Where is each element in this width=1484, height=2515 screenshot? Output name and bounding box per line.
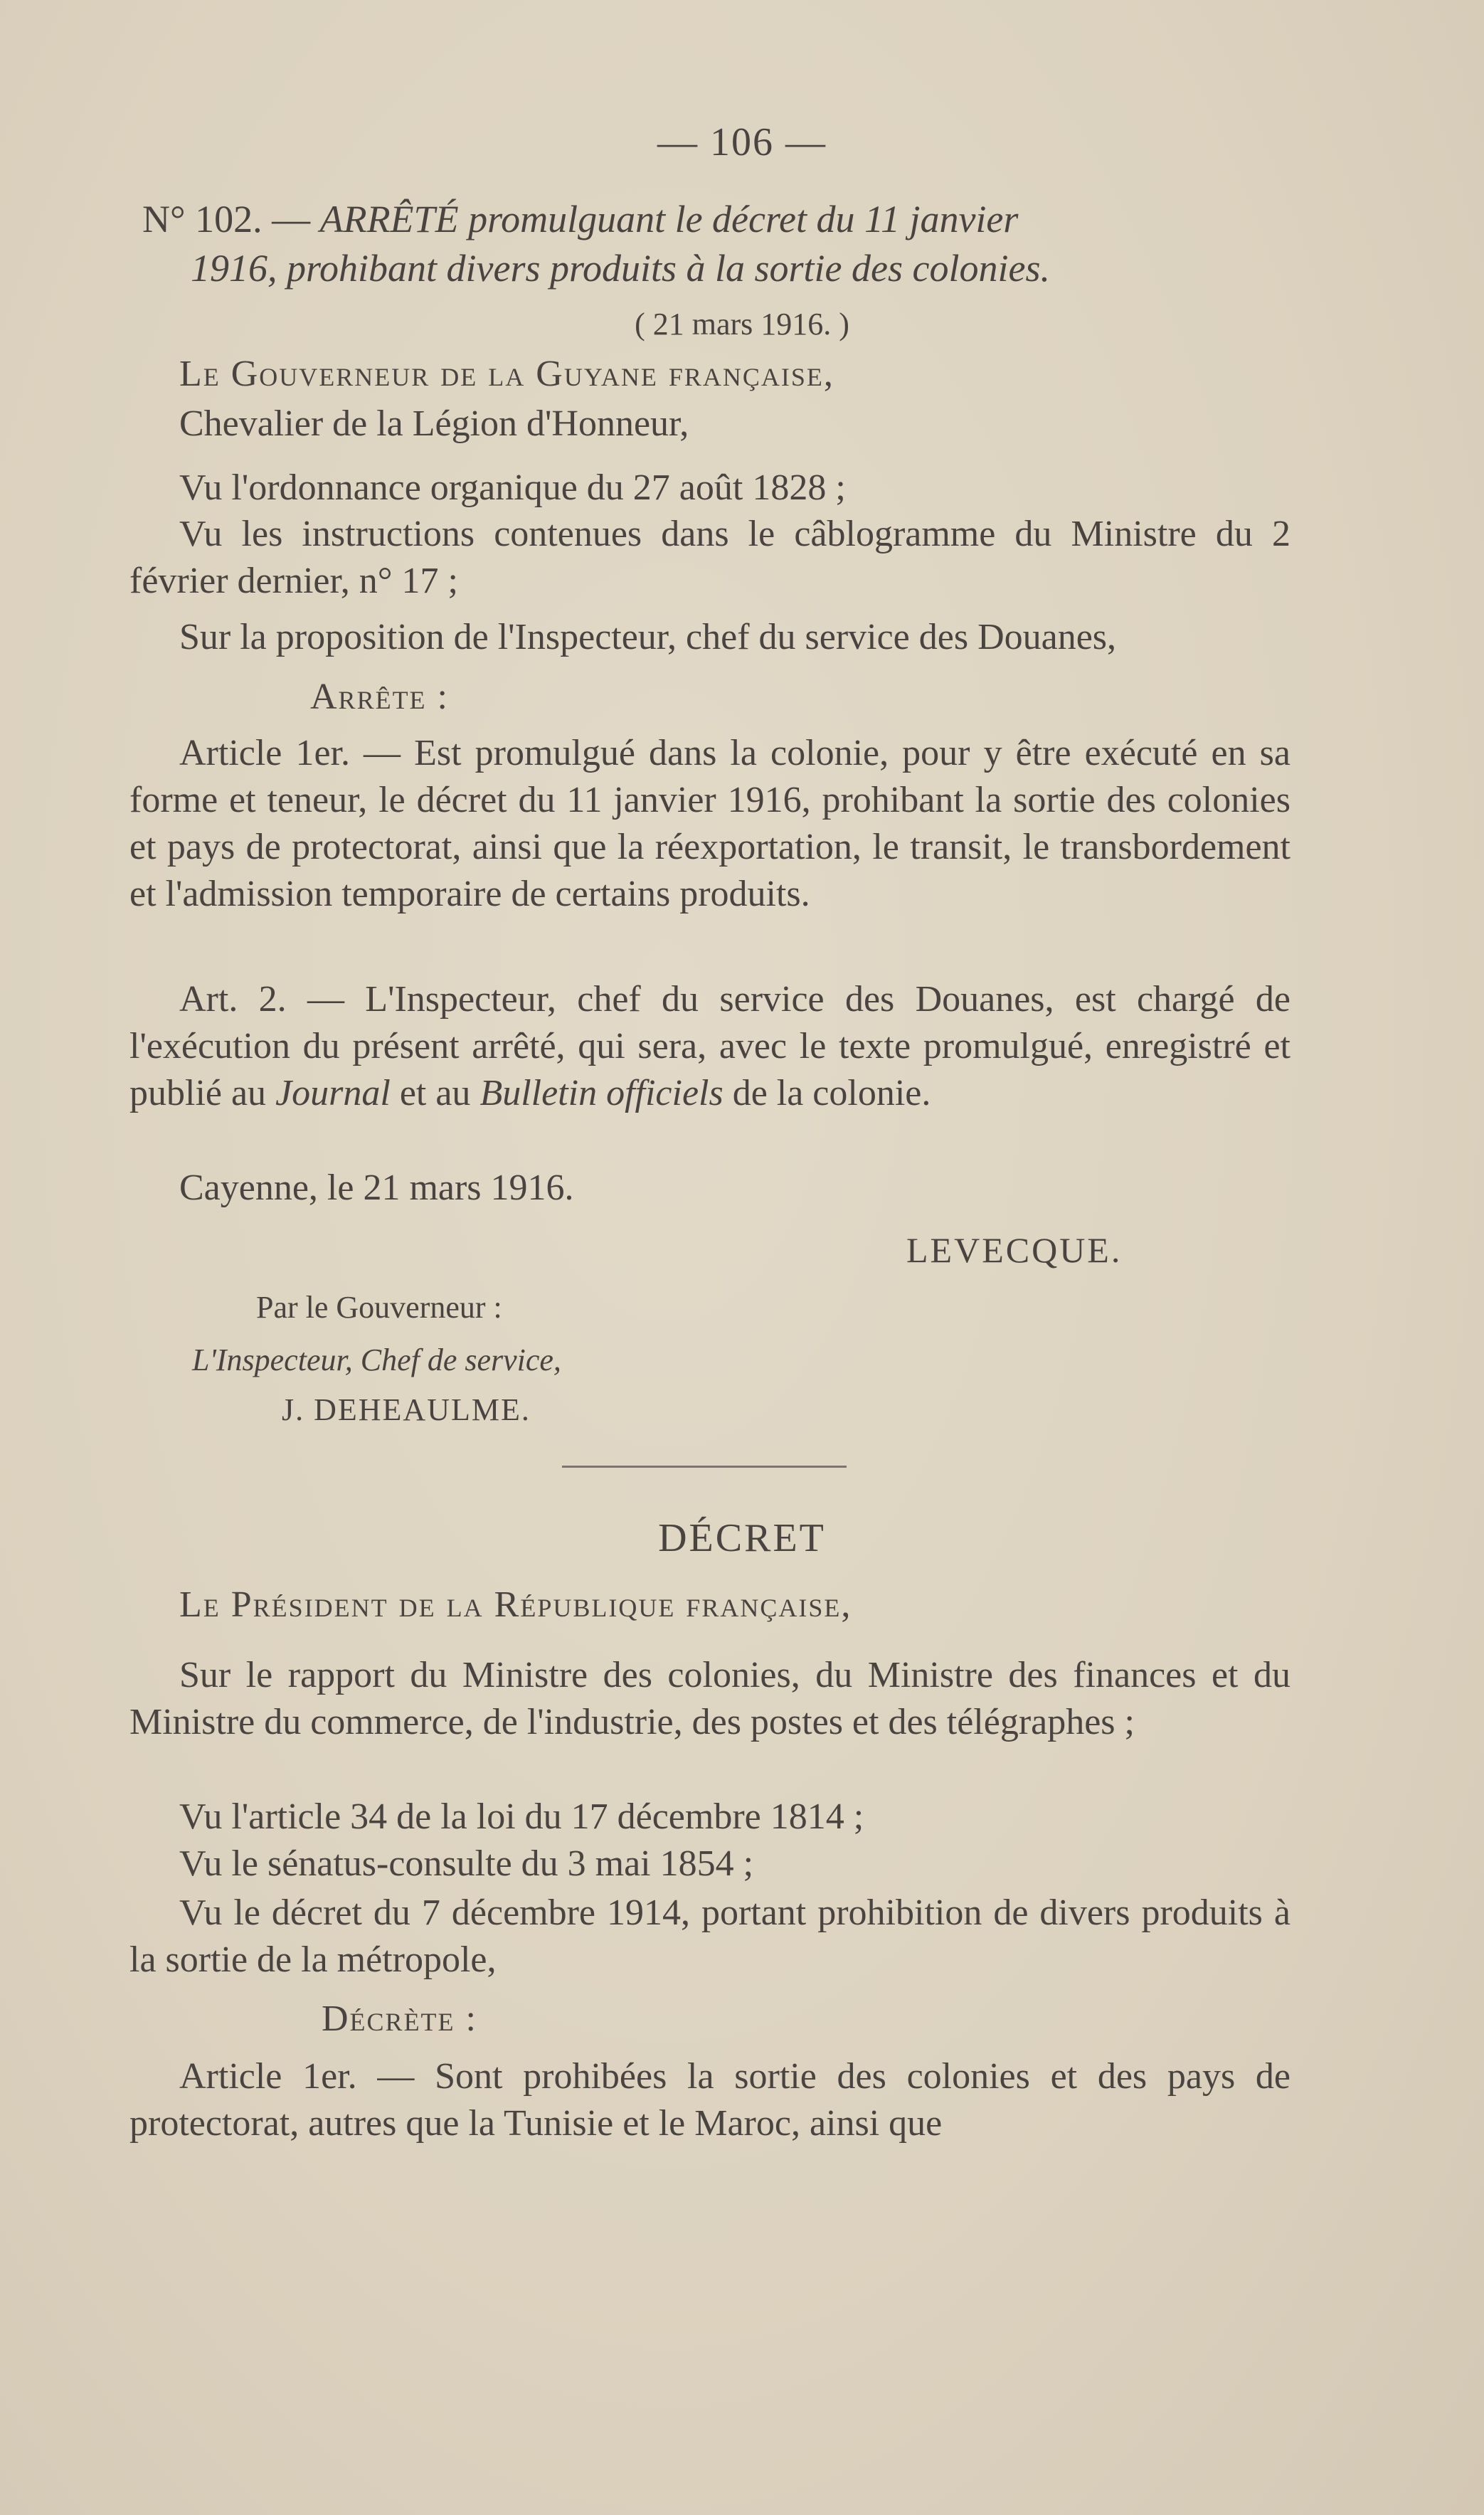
article2-bulletin: Bulletin officiels — [479, 1073, 724, 1113]
decret-article-1: Article 1er. — Sont prohibées la sortie des colonies et des pays de protectorat, autres que la Tunisie et le Maroc, ainsi que — [129, 2056, 1290, 2144]
decret-heading: DÉCRET — [658, 1516, 826, 1560]
vu-article-34: Vu l'article 34 de la loi du 17 décembre 1814 ; — [179, 1796, 864, 1837]
arrete-article-2 — [129, 976, 1290, 1117]
governor-title: Le Gouverneur de la Guyane française, — [179, 354, 834, 394]
article2-mid: et au — [390, 1073, 480, 1113]
place-date: Cayenne, le 21 mars 1916. — [179, 1168, 574, 1208]
vu-senatus-consulte: Vu le sénatus-consulte du 3 mai 1854 ; — [179, 1843, 754, 1884]
article2-journal: Journal — [275, 1073, 391, 1113]
arrete-title-line1 — [142, 194, 1018, 245]
vu-decret-1914: Vu le décret du 7 décembre 1914, portant prohibition de divers produits à la sortie de la métropole, — [129, 1892, 1290, 1980]
sur-proposition: Sur la proposition de l'Inspecteur, chef du service des Douanes, — [179, 617, 1117, 657]
arrete-keyword: ARRÊTÉ — [319, 198, 459, 240]
article2-start: Art. 2. — L'Inspecteur, chef du service des Douanes, est chargé de l'exécution du présent arrêté, qui sera, avec le texte promulgué, enregistré et publié au — [129, 979, 1290, 1113]
article2-end: de la colonie. — [723, 1073, 931, 1113]
section-divider — [562, 1466, 847, 1468]
inspecteur-title: L'Inspecteur, Chef de service, — [192, 1343, 561, 1377]
signature-levecque: LEVECQUE. — [906, 1230, 1123, 1270]
arrete-title-rest: promulguant le décret du 11 janvier — [468, 198, 1019, 240]
arrete-number: N° 102. — — [142, 198, 311, 240]
sur-rapport: Sur le rapport du Ministre des colonies, du Ministre des finances et du Ministre du commerce, de l'industrie, des postes et des télégraphes ; — [129, 1655, 1290, 1742]
arrete-date: ( 21 mars 1916. ) — [635, 307, 849, 341]
page-number: — 106 — — [657, 120, 827, 164]
decrete-heading: Décrète : — [322, 1998, 477, 2039]
vu-instructions: Vu les instructions contenues dans le câblogramme du Ministre du 2 février dernier, n° 17 ; — [129, 514, 1290, 601]
vu-ordonnance: Vu l'ordonnance organique du 27 août 1828 ; — [179, 467, 846, 508]
arrete-title-line2: 1916, prohibant divers produits à la sortie des colonies. — [191, 247, 1050, 290]
par-le-gouverneur: Par le Gouverneur : — [256, 1290, 502, 1325]
arrete-article-1: Article 1er. — Est promulgué dans la colonie, pour y être exécuté en sa forme et teneur, le décret du 11 janvier 1916, prohibant la sortie des colonies et pays de protectorat, ainsi que la réexportation, le transit, le transbordement et l'admission temporaire de certains produits. — [129, 733, 1290, 914]
arrete-heading: Arrête : — [310, 677, 449, 717]
governor-honor: Chevalier de la Légion d'Honneur, — [179, 403, 689, 444]
inspecteur-name: J. DEHEAULME. — [282, 1392, 531, 1427]
president-line: Le Président de la République française, — [179, 1584, 852, 1625]
